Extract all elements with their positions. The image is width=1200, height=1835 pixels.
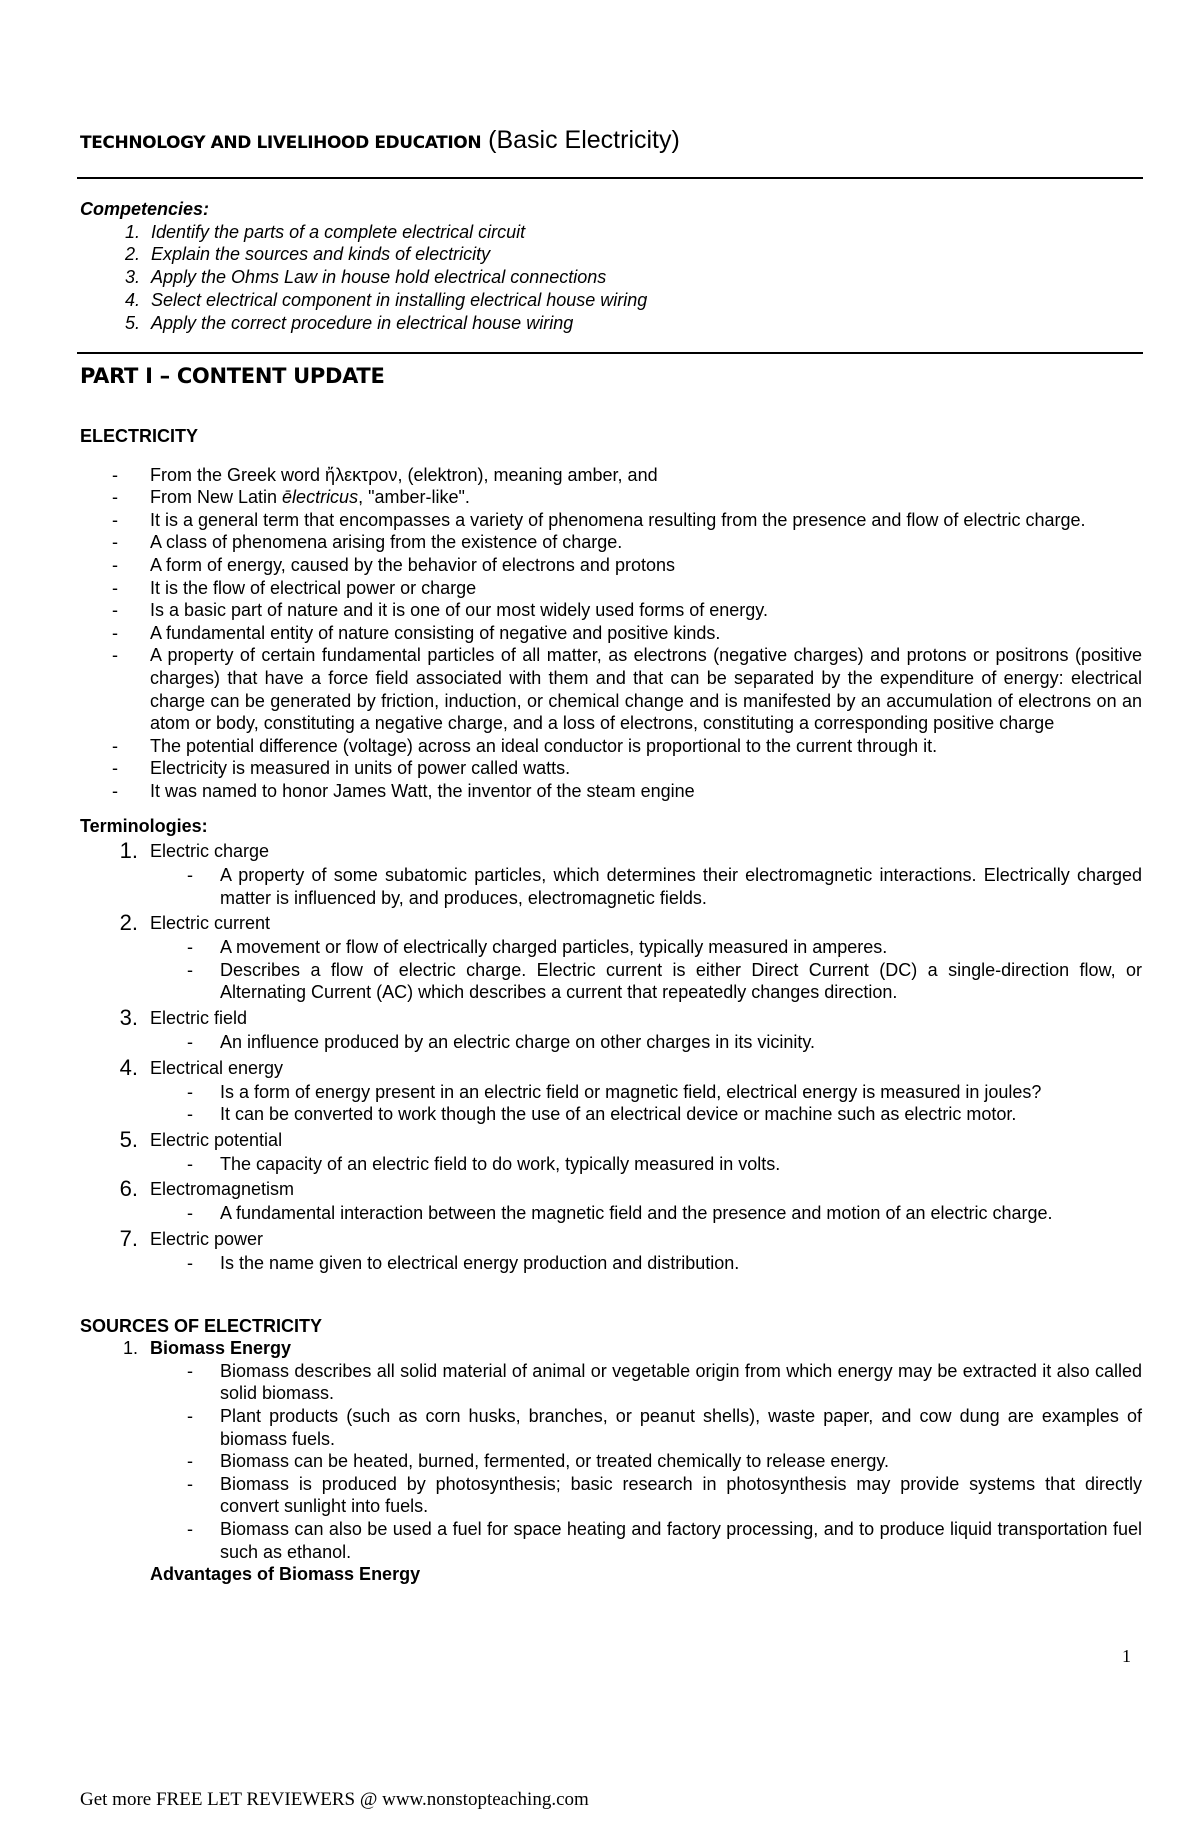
biomass-item xyxy=(80,1360,1142,1405)
terminology-definition xyxy=(80,1202,1142,1225)
terminologies-list xyxy=(80,838,1142,1275)
competency-text: Identify the parts of a complete electrical circuit xyxy=(151,221,526,242)
biomass-item xyxy=(80,1405,1142,1450)
dash-bullet: - xyxy=(187,1203,193,1224)
latin-term: ēlectricus xyxy=(282,487,359,508)
terminology-item xyxy=(80,1127,1142,1153)
electricity-item xyxy=(80,464,1142,487)
terminology-term: Electric field xyxy=(150,1008,248,1029)
dash-bullet: - xyxy=(112,645,118,666)
document-title-lead: TECHNOLOGY AND LIVELIHOOD EDUCATION xyxy=(80,133,482,153)
terminology-term: Electric charge xyxy=(150,841,270,862)
dash-bullet: - xyxy=(187,959,193,980)
competency-item xyxy=(80,221,1140,244)
terminology-term: Electrical energy xyxy=(150,1057,284,1078)
terminology-item xyxy=(80,838,1142,864)
document-title xyxy=(80,124,680,159)
competency-text: Apply the correct procedure in electrical house wiring xyxy=(151,312,574,333)
competency-item xyxy=(80,312,1140,335)
source-item-biomass xyxy=(80,1337,1142,1360)
terminology-item xyxy=(80,1226,1142,1252)
competency-number: 5. xyxy=(124,312,140,333)
document-title-subject: (Basic Electricity) xyxy=(488,126,680,154)
competency-text: Apply the Ohms Law in house hold electrical connections xyxy=(151,267,607,288)
electricity-item-text: A form of energy, caused by the behavior of electrons and protons xyxy=(150,554,675,575)
dash-bullet: - xyxy=(112,577,118,598)
dash-bullet: - xyxy=(112,758,118,779)
terminology-definition-text: Is the name given to electrical energy production and distribution. xyxy=(220,1253,740,1274)
electricity-item-text: It is a general term that encompasses a variety of phenomena resulting from the presence and flow of electric charge. xyxy=(150,509,1086,530)
competencies-section xyxy=(80,198,1140,334)
terminology-number: 7. xyxy=(119,1226,138,1252)
main-content xyxy=(80,425,1142,1586)
biomass-item-text: Biomass can also be used a fuel for space heating and factory processing, and to produce liquid transportation fuel such as ethanol. xyxy=(220,1518,1142,1562)
top-divider xyxy=(77,177,1143,179)
terminology-number: 5. xyxy=(119,1126,138,1152)
electricity-item xyxy=(80,509,1142,532)
electricity-item xyxy=(80,577,1142,600)
source-item-number: 1. xyxy=(122,1338,138,1359)
biomass-item-text: Biomass is produced by photosynthesis; basic research in photosynthesis may provide systems that directly convert sunlight into fuels. xyxy=(220,1473,1142,1517)
electricity-item-text: Electricity is measured in units of power called watts. xyxy=(150,758,571,779)
electricity-item-text: A property of certain fundamental particles of all matter, as electrons (negative charges) and protons or positrons (positive charges) that have a force field associated with them and that can be separated by the expenditure of energy: electrical charge can be generated by friction, induction, or chemical change and is manifested by an accumulation of electrons on an atom or body, constituting a negative charge, and a loss of electrons, constituting a corresponding positive charge xyxy=(150,645,1142,734)
electricity-item-text: It is the flow of electrical power or charge xyxy=(150,577,477,598)
dash-bullet: - xyxy=(187,1518,193,1539)
competencies-heading: Competencies: xyxy=(80,199,210,219)
terminology-number: 6. xyxy=(119,1176,138,1202)
biomass-item xyxy=(80,1473,1142,1518)
terminology-term: Electromagnetism xyxy=(150,1179,295,1200)
biomass-item xyxy=(80,1518,1142,1563)
dash-bullet: - xyxy=(187,1406,193,1426)
electricity-item-text: The potential difference (voltage) across an ideal conductor is proportional to the current through it. xyxy=(150,735,938,756)
dash-bullet: - xyxy=(187,865,193,886)
terminology-definition-text: It can be converted to work though the use of an electrical device or machine such as electric motor. xyxy=(220,1104,1017,1125)
terminology-definition xyxy=(80,1103,1142,1126)
terminology-item xyxy=(80,1005,1142,1031)
dash-bullet: - xyxy=(112,464,118,485)
competencies-list xyxy=(80,221,1140,335)
terminology-definition xyxy=(80,1153,1142,1176)
electricity-item xyxy=(80,531,1142,554)
terminology-item xyxy=(80,1055,1142,1081)
terminology-definition xyxy=(80,1081,1142,1104)
competency-number: 2. xyxy=(124,244,140,265)
dash-bullet: - xyxy=(112,780,118,801)
terminology-term: Electric current xyxy=(150,913,271,934)
electricity-item-text: Is a basic part of nature and it is one of our most widely used forms of energy. xyxy=(150,600,768,621)
terminology-definition xyxy=(80,1252,1142,1275)
electricity-item xyxy=(80,644,1142,734)
electricity-heading: ELECTRICITY xyxy=(80,426,199,446)
terminology-definition-text: An influence produced by an electric charge on other charges in its vicinity. xyxy=(220,1032,815,1053)
terminology-definition xyxy=(80,864,1142,909)
terminology-term: Electric potential xyxy=(150,1129,283,1150)
competency-number: 3. xyxy=(124,267,140,288)
dash-bullet: - xyxy=(187,1153,193,1174)
terminology-number: 2. xyxy=(119,910,138,936)
competency-number: 4. xyxy=(124,289,140,310)
dash-bullet: - xyxy=(112,509,118,530)
competency-item xyxy=(80,243,1140,266)
terminology-definition-text: A fundamental interaction between the magnetic field and the presence and motion of an electric charge. xyxy=(220,1203,1053,1224)
dash-bullet: - xyxy=(112,600,118,621)
terminology-definition-text: A movement or flow of electrically charged particles, typically measured in amperes. xyxy=(220,937,888,958)
dash-bullet: - xyxy=(112,735,118,756)
terminology-definition xyxy=(80,936,1142,959)
dash-bullet: - xyxy=(112,532,118,553)
electricity-item xyxy=(80,599,1142,622)
sources-heading: SOURCES OF ELECTRICITY xyxy=(80,1315,323,1336)
footer-text: Get more FREE LET REVIEWERS @ www.nonstopteaching.com xyxy=(80,1789,589,1810)
terminology-term: Electric power xyxy=(150,1229,264,1250)
terminology-definition xyxy=(80,1031,1142,1054)
electricity-item xyxy=(80,780,1142,803)
electricity-item xyxy=(80,622,1142,645)
part-title: PART I – CONTENT UPDATE xyxy=(80,364,385,388)
electricity-item-text: From the Greek word ἤλεκτρον, (elektron), meaning amber, and xyxy=(150,464,658,485)
electricity-item-text: It was named to honor James Watt, the inventor of the steam engine xyxy=(150,780,695,801)
competency-item xyxy=(80,289,1140,312)
electricity-item xyxy=(80,757,1142,780)
dash-bullet: - xyxy=(187,1104,193,1125)
advantages-heading: Advantages of Biomass Energy xyxy=(150,1564,421,1585)
dash-bullet: - xyxy=(187,1451,193,1472)
electricity-item xyxy=(80,735,1142,758)
electricity-item-text: A class of phenomena arising from the existence of charge. xyxy=(150,532,623,553)
terminology-number: 4. xyxy=(119,1054,138,1080)
biomass-item-text: Biomass describes all solid material of animal or vegetable origin from which energy may be extracted it also called solid biomass. xyxy=(220,1360,1142,1404)
electricity-list xyxy=(80,464,1142,803)
competency-number: 1. xyxy=(124,221,140,242)
source-item-title: Biomass Energy xyxy=(150,1338,292,1359)
terminology-definition-text: A property of some subatomic particles, which determines their electromagnetic interactions. Electrically charged matter is influenced by, and produces, electromagnetic fields. xyxy=(220,865,1142,908)
biomass-item-text: Plant products (such as corn husks, branches, or peanut shells), waste paper, and cow dung are examples of biomass fuels. xyxy=(220,1406,1142,1449)
competencies-divider xyxy=(77,352,1143,354)
biomass-item-text: Biomass can be heated, burned, fermented, or treated chemically to release energy. xyxy=(220,1451,890,1472)
electricity-item-text: From New Latin ēlectricus, "amber-like". xyxy=(150,487,470,508)
competency-text: Explain the sources and kinds of electricity xyxy=(151,244,491,265)
terminology-definition-text: Is a form of energy present in an electric field or magnetic field, electrical energy is measured in joules? xyxy=(220,1081,1042,1102)
page-number: 1 xyxy=(1122,1646,1131,1666)
dash-bullet: - xyxy=(187,1081,193,1102)
dash-bullet: - xyxy=(112,487,118,508)
terminology-item xyxy=(80,910,1142,936)
terminology-definition xyxy=(80,959,1142,1004)
terminology-number: 3. xyxy=(119,1005,138,1031)
terminology-definition-text: Describes a flow of electric charge. Electric current is either Direct Current (DC) a single-direction flow, or Alternating Current (AC) which describes a current that repeatedly changes direction. xyxy=(220,959,1142,1003)
dash-bullet: - xyxy=(187,1253,193,1274)
biomass-item xyxy=(80,1450,1142,1473)
dash-bullet: - xyxy=(187,1360,193,1381)
competency-item xyxy=(80,266,1140,289)
terminologies-heading: Terminologies: xyxy=(80,815,208,836)
dash-bullet: - xyxy=(187,937,193,958)
terminology-definition-text: The capacity of an electric field to do work, typically measured in volts. xyxy=(220,1153,781,1174)
dash-bullet: - xyxy=(112,622,118,643)
dash-bullet: - xyxy=(187,1473,193,1494)
terminology-item xyxy=(80,1176,1142,1202)
electricity-item xyxy=(80,554,1142,577)
terminology-number: 1. xyxy=(119,838,138,864)
biomass-list xyxy=(80,1360,1142,1563)
electricity-item xyxy=(80,486,1142,509)
electricity-item-text: A fundamental entity of nature consisting of negative and positive kinds. xyxy=(150,622,721,643)
competency-text: Select electrical component in installing electrical house wiring xyxy=(151,289,648,310)
dash-bullet: - xyxy=(112,554,118,575)
dash-bullet: - xyxy=(187,1032,193,1053)
